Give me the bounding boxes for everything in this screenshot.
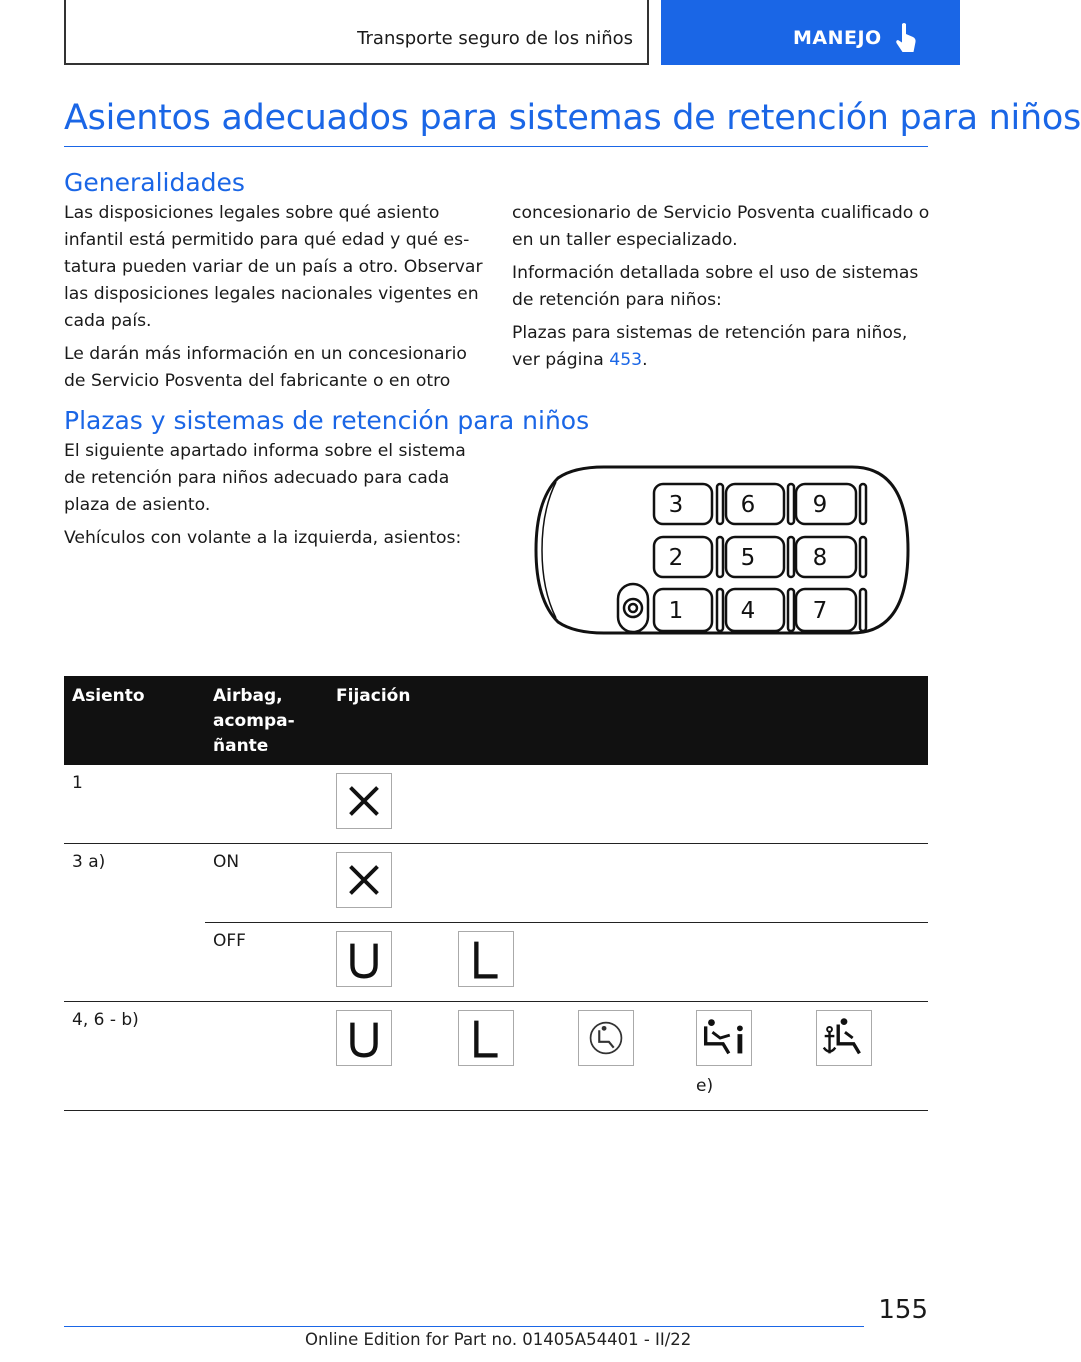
fixation-cell: [328, 844, 928, 923]
i-size-seat-icon: [696, 1010, 752, 1066]
reference-end: .: [642, 350, 648, 370]
plazas-text: [64, 438, 484, 558]
page-reference: [512, 320, 932, 374]
airbag-cell: [205, 765, 328, 844]
page-title: Asientos adecuados para sistemas de retención para niños: [64, 98, 1081, 138]
seat-suitability-table: [64, 676, 928, 1111]
airbag-cell: OFF: [205, 923, 328, 1002]
seat-number-8: 8: [812, 545, 828, 571]
paragraph: Le darán más información en un concesionario de Servicio Posventa del fabricante o en otro: [64, 344, 467, 391]
seat-number-7: 7: [812, 598, 828, 624]
header-section-title: Transporte seguro de los niños: [357, 28, 633, 49]
seat-number-2: 2: [668, 545, 684, 571]
limited-l-icon: [458, 1010, 514, 1066]
table-header-row: [64, 676, 928, 765]
header-tab-manejo[interactable]: [661, 0, 960, 65]
header-fijacion: Fijación: [328, 676, 928, 765]
generalidades-left-column: [64, 200, 484, 401]
universal-u-icon: [336, 931, 392, 987]
header-asiento: Asiento: [64, 676, 205, 765]
page-link[interactable]: 453: [609, 350, 643, 370]
paragraph: El siguiente apartado informa sobre el sistema de retención para niños adecuado para cada plaza de asiento.: [64, 441, 466, 515]
header-tab-label: MANEJO: [793, 27, 882, 49]
footer-divider: [64, 1326, 864, 1327]
heading-generalidades: Generalidades: [64, 168, 245, 197]
header-airbag: Airbag, acompañante: [205, 676, 328, 765]
seat-number-5: 5: [740, 545, 756, 571]
footnote-marker: e): [696, 1076, 714, 1096]
not-permitted-x-icon: [336, 773, 392, 829]
heading-plazas: Plazas y sistemas de retención para niños: [64, 406, 590, 435]
airbag-cell: ON: [205, 844, 328, 923]
table-row: [64, 844, 928, 923]
seat-cell: 4, 6 - b): [64, 1002, 205, 1111]
seat-position-diagram: [534, 462, 910, 638]
seat-cell: 3 a): [64, 844, 205, 1002]
paragraph: Información detallada sobre el uso de sistemas de retención para niños:: [512, 263, 919, 310]
isofix-seat-icon: [578, 1010, 634, 1066]
seat-cell: 1: [64, 765, 205, 844]
title-divider: [64, 146, 928, 147]
top-tether-anchor-icon: [816, 1010, 872, 1066]
paragraph: Las disposiciones legales sobre qué asiento infantil está permitido para qué edad y qué estatura pueden variar de un país a otro. Observar las disposiciones legales nacionales vigentes en cada país.: [64, 203, 483, 331]
footer-edition: Online Edition for Part no. 01405A54401 - II/22: [305, 1330, 692, 1349]
page-number: 155: [878, 1295, 928, 1325]
seat-number-9: 9: [812, 492, 828, 518]
header-section-box: [64, 0, 649, 65]
steering-wheel-icon: [618, 584, 648, 632]
seat-number-1: 1: [668, 598, 684, 624]
fixation-cell: [328, 923, 928, 1002]
airbag-cell: [205, 1002, 328, 1111]
reference-text: Plazas para sistemas de retención para niños, ver página: [512, 323, 908, 370]
universal-u-icon: [336, 1010, 392, 1066]
seat-number-4: 4: [740, 598, 756, 624]
fixation-cell: [328, 765, 928, 844]
generalidades-right-column: [512, 200, 932, 380]
limited-l-icon: [458, 931, 514, 987]
paragraph: concesionario de Servicio Posventa cualificado o en un taller especializado.: [512, 203, 930, 250]
table-row: [64, 1002, 928, 1111]
pointing-hand-icon: [895, 22, 919, 56]
not-permitted-x-icon: [336, 852, 392, 908]
paragraph: Vehículos con volante a la izquierda, asientos:: [64, 528, 462, 548]
fixation-cell: [328, 1002, 928, 1111]
seat-number-3: 3: [668, 492, 684, 518]
seat-number-6: 6: [740, 492, 756, 518]
table-row: [64, 765, 928, 844]
